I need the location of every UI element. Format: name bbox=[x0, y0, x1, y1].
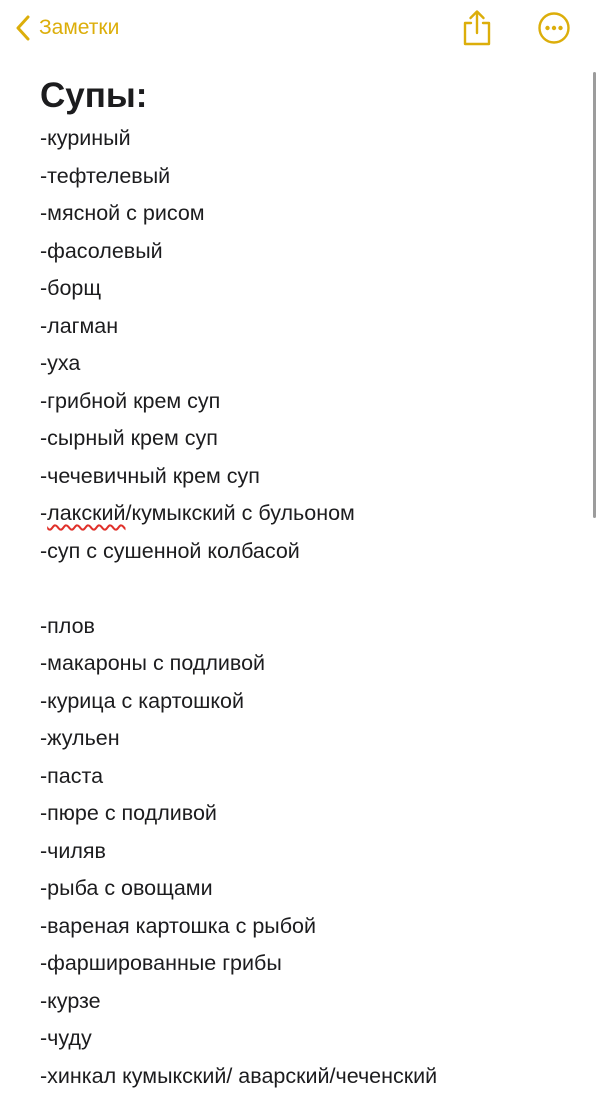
ellipsis-circle-icon bbox=[537, 32, 571, 49]
note-line: -лагман bbox=[40, 313, 119, 338]
note-line: -паста bbox=[40, 763, 104, 788]
back-button[interactable] bbox=[16, 10, 119, 46]
navigation-bar bbox=[0, 0, 600, 56]
note-line: -борщ bbox=[40, 276, 102, 300]
note-line: -курзе bbox=[40, 988, 101, 1013]
note-line: -жульен bbox=[40, 726, 120, 750]
note-line: -грибной крем суп bbox=[40, 388, 221, 413]
note-line: -сырный крем суп bbox=[40, 426, 218, 450]
share-button[interactable] bbox=[460, 9, 494, 47]
chevron-left-icon bbox=[16, 15, 30, 41]
note-line: -плов bbox=[40, 613, 95, 638]
note-line: -курица с картошкой bbox=[40, 688, 244, 713]
note-line: -чуду bbox=[40, 1026, 92, 1050]
note-line: -чиляв bbox=[40, 838, 106, 863]
note-line: -макароны с подливой bbox=[40, 651, 266, 675]
note-line: -фасолевый bbox=[40, 238, 163, 263]
note-line: -суп с сушенной колбасой bbox=[40, 538, 300, 563]
note-lines bbox=[40, 120, 580, 1095]
note-line: -рыба с овощами bbox=[40, 876, 213, 900]
note-line-text: - bbox=[40, 501, 48, 525]
note-title: Супы: bbox=[40, 76, 148, 115]
note-line: -уха bbox=[40, 351, 81, 375]
note-line: -вареная картошка с рыбой bbox=[40, 913, 317, 938]
scroll-indicator[interactable] bbox=[593, 72, 596, 518]
note-line: -куриный bbox=[40, 126, 131, 150]
back-label: Заметки bbox=[39, 16, 120, 39]
note-line bbox=[40, 570, 580, 608]
note-body[interactable] bbox=[40, 72, 580, 1095]
note-line bbox=[40, 495, 580, 533]
note-line: -мясной с рисом bbox=[40, 201, 205, 225]
note-line-text: /кумыкский с бульоном bbox=[125, 501, 355, 525]
note-line: -пюре с подливой bbox=[40, 801, 217, 825]
note-line: -тефтелевый bbox=[40, 163, 171, 188]
note-line: -чечевичный крем суп bbox=[40, 463, 260, 488]
share-icon bbox=[460, 34, 494, 51]
note-line: -фаршированные грибы bbox=[40, 951, 282, 975]
more-options-button[interactable] bbox=[537, 11, 571, 45]
note-line: -хинкал кумыкский/ аварский/чеченский bbox=[40, 1063, 438, 1088]
spellcheck-underlined-word[interactable]: лакский bbox=[47, 501, 126, 525]
